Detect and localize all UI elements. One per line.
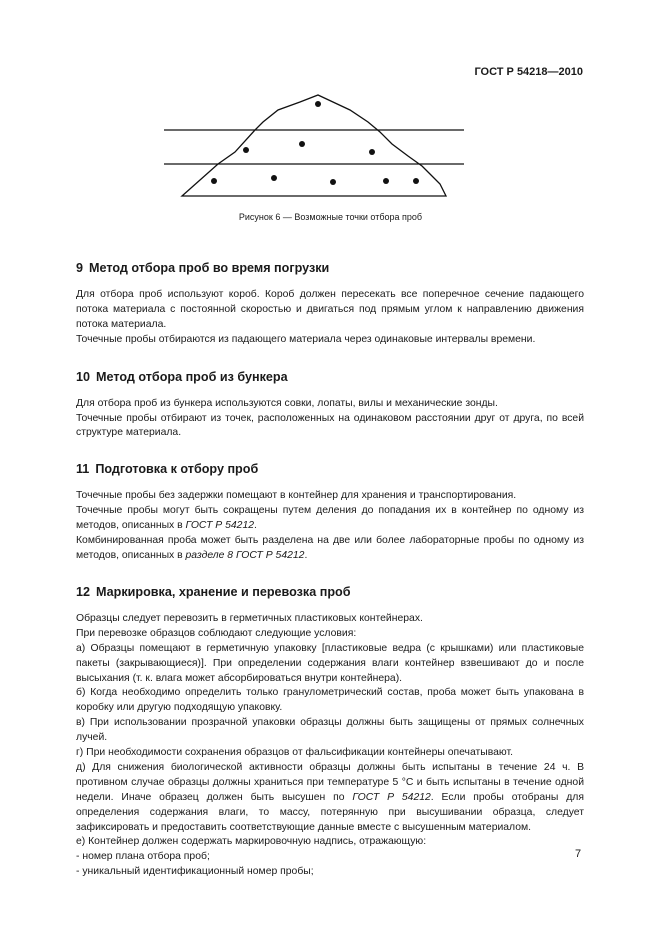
section-11-heading: 11 Подготовка к отбору проб	[76, 462, 259, 477]
list-item-e: е) Контейнер должен содержать маркировочную надпись, отражающую:	[76, 836, 427, 848]
standard-reference: ГОСТ Р 54212	[352, 791, 431, 803]
section-12-paragraph: Образцы следует перевозить в герметичных пластиковых контейнерах.	[76, 612, 423, 624]
sample-point	[243, 147, 249, 153]
sampling-points-figure	[160, 92, 470, 207]
section-9-heading: 9 Метод отбора проб во время погрузки	[76, 261, 330, 275]
sample-point	[211, 178, 217, 184]
section-12-heading: 12 Маркировка, хранение и перевозка проб	[76, 584, 351, 599]
section-11-paragraph: Точечные пробы без задержки помещают в контейнер для хранения и транспортирования.	[76, 490, 517, 502]
pile-shape	[182, 95, 446, 196]
section-11-paragraph: Комбинированная проба может быть разделена на две или более лабораторные пробы по одному из методов, описанных в разделе 8 ГОСТ Р 54212.	[76, 535, 584, 561]
section-10-paragraph: Точечные пробы отбирают из точек, расположенных на одинаковом расстоянии друг от друга, по всей структуре материала.	[76, 412, 584, 439]
sample-point	[330, 179, 336, 185]
section-12-paragraph: При перевозке образцов соблюдают следующие условия:	[76, 627, 357, 639]
document-header: ГОСТ Р 54218—2010	[474, 66, 583, 78]
dash-item: - уникальный идентификационный номер пробы;	[76, 866, 314, 878]
standard-reference: разделе 8 ГОСТ Р 54212	[185, 549, 305, 561]
list-item-d: д) Для снижения биологической активности образцы должны быть испытаны в течение 24 ч. В противном случае образцы должны храниться при температуре 5 °С и быть испытаны в течение одной недели. Иначе образец должен быть высушен по ГОСТ Р 54212. Если пробы отобраны для определения содержания влаги, то массу, потерянную при высушивании образца, следует зафиксировать и предоставить соответствующие данные вместе с высушенным материалом.	[76, 761, 584, 833]
section-9-paragraph: Для отбора проб используют короб. Короб должен пересекать все поперечное сечение падающего потока материала с постоянной скоростью и двигаться под прямым углом к направлению движения потока материала.	[76, 289, 584, 330]
standard-reference: ГОСТ Р 54212	[185, 520, 255, 532]
section-9-body	[76, 288, 584, 348]
section-10-body	[76, 397, 584, 442]
sample-point	[315, 101, 321, 107]
section-11-body	[76, 489, 584, 564]
figure-caption: Рисунок 6 — Возможные точки отбора проб	[238, 212, 423, 222]
sample-point	[271, 175, 277, 181]
dash-item: - номер плана отбора проб;	[76, 851, 210, 863]
sample-point	[369, 149, 375, 155]
section-10-paragraph: Для отбора проб из бункера используются совки, лопаты, вилы и механические зонды.	[76, 397, 498, 409]
list-item-a: а) Образцы помещают в герметичную упаковку [пластиковые ведра (с крышками) или пластиковые пакеты (закрывающиеся)]. При определении содержания влаги контейнер взвешивают до и после высыхания (т. к. влага может абсорбироваться внутри контейнера).	[76, 642, 584, 684]
list-item-b: б) Когда необходимо определить только гранулометрический состав, проба может быть упакована в коробку или другую подходящую упаковку.	[76, 687, 584, 714]
sample-point	[299, 141, 305, 147]
section-10-heading: 10 Метод отбора проб из бункера	[76, 369, 288, 384]
sample-point	[413, 178, 419, 184]
document-body	[76, 260, 584, 880]
list-item-g: г) При необходимости сохранения образцов от фальсификации контейнеры опечатывают.	[76, 747, 513, 759]
section-9-paragraph: Точечные пробы отбираются из падающего материала через одинаковые интервалы времени.	[76, 333, 536, 345]
section-12-body	[76, 612, 584, 880]
section-11-paragraph: Точечные пробы могут быть сокращены путем деления до попадания их в контейнер по одному из методов, описанных в ГОСТ Р 54212.	[76, 505, 584, 532]
list-item-v: в) При использовании прозрачной упаковки образцы должны быть защищены от прямых солнечных лучей.	[76, 717, 584, 744]
page-number: 7	[575, 848, 582, 860]
sample-point	[383, 178, 389, 184]
